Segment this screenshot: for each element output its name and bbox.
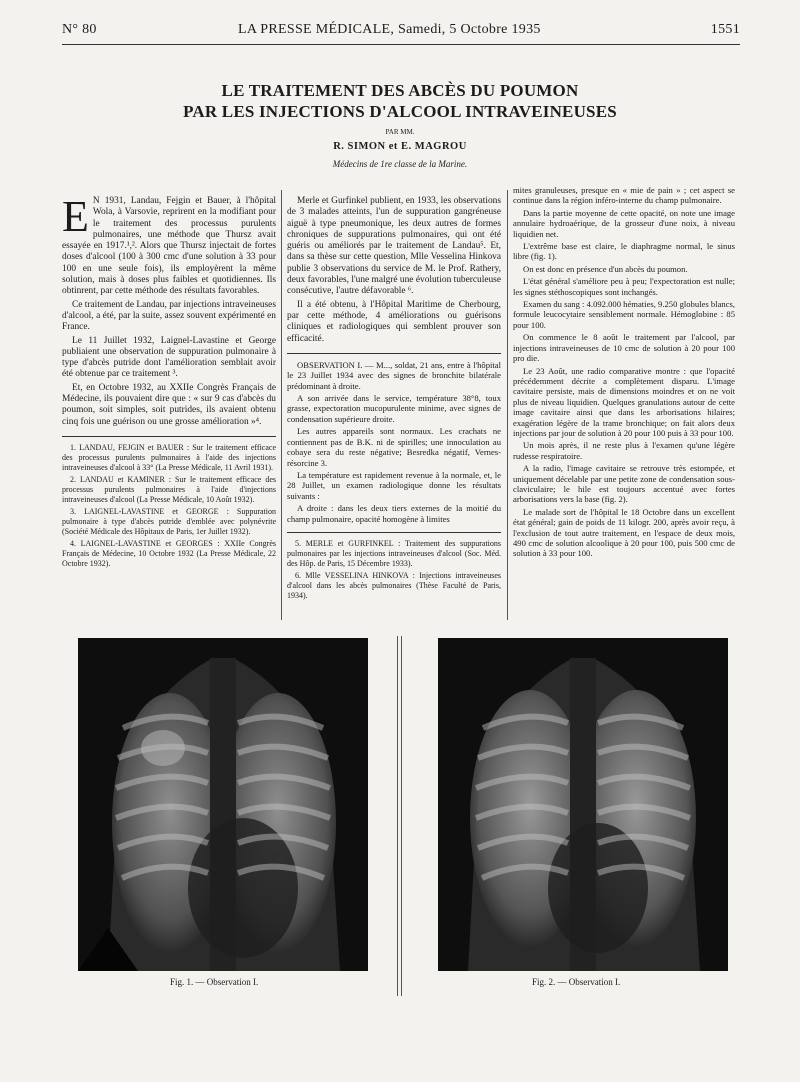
paragraph: Merle et Gurfinkel publient, en 1933, les observations de 3 malades atteints, l'un de suppuration gangréneuse aiguë à type pneumonique, les deux autres de formes chroniques de suppurations pulmonaires, qui ont été guéris ou améliorés par le traitement de Landau⁵. Et, dans sa thèse sur cette question, Mlle Vesselina Hinkova publie 3 observations du service de M. le Prof. Rathery, deux favorables, l'une malgré une évolution tuberculeuse consécutive, l'autre défavorable ⁶. bbox=[287, 196, 501, 297]
paragraph-text: N 1931, Landau, Fejgin et Bauer, à l'hôpital Wola, à Varsovie, reprirent en la modifiant pour le traitement des processus purulents pulmonaires, une méthode que Thursz avait essayée en 1917.¹,². Alors que Thursz injectait de fortes doses d'alcool (100 à 300 cmc d'une solution à 33 pour 100 en une seule fois), ils employèrent la même solution, mais à doses plus faibles et quotidiennes. Ils obtinrent, par cette méthode des résultats favorables. bbox=[62, 196, 276, 297]
column-1 bbox=[62, 192, 276, 571]
paragraph: OBSERVATION I. — M..., soldat, 21 ans, entre à l'hôpital le 23 Juillet 1934 avec des signes de bronchite bilatérale prédominant à droite. bbox=[287, 359, 501, 391]
paragraph: La température est rapidement revenue à la normale, et, le 28 Juillet, un examen radiologique donne les résultats suivants : bbox=[287, 469, 501, 501]
xray-figure-1 bbox=[78, 638, 368, 971]
footnotes bbox=[287, 539, 501, 601]
paragraph: Les autres appareils sont normaux. Les crachats ne contiennent pas de B.K. ni de spirilles; une innoculation au cobaye sera du reste négative; Besredka négatif, Vernes-résorcine 3. bbox=[287, 426, 501, 468]
title-line-1: LE TRAITEMENT DES ABCÈS DU POUMON bbox=[221, 81, 579, 100]
footnote-rule bbox=[287, 532, 501, 533]
drop-cap: E bbox=[62, 192, 89, 241]
footnote: 1. LANDAU, FEJGIN et BAUER : Sur le traitement efficace des processus purulents pulmonaires à l'aide des injections intraveineuses d'alcool à 33° (La Presse Médicale, 11 Avril 1931). bbox=[62, 442, 276, 472]
paragraph: Ce traitement de Landau, par injections intraveineuses d'alcool, a été, par la suite, assez souvent expérimenté en France. bbox=[62, 299, 276, 333]
paragraph: mites granuleuses, presque en « mie de pain » ; cet aspect se continue dans la région inféro-interne du champ pulmonaire. bbox=[513, 185, 735, 206]
footnote: 2. LANDAU et KAMINER : Sur le traitement efficace des processus purulents pulmonaires à l'aide d'injections intraveineuses d'alcool (La Presse Médicale, 10 Août 1932). bbox=[62, 474, 276, 504]
paragraph: Le 23 Août, une radio comparative montre : que l'opacité précédemment décrite a complètement disparu. L'image cavitaire persiste, mais de dimensions moindres et on ne voit plus de niveau liquidien. Quelques granulations autour de cette image cavitaire ainsi que dans les arborisations hilaires; exagération légère de la trame bronchique; on fait alors deux injections par jour de solution à 20 pour 100 puis à 33 pour 100. bbox=[513, 365, 735, 438]
column-divider bbox=[281, 190, 282, 620]
paragraph: Le malade sort de l'hôpital le 18 Octobre dans un excellent état général; gain de poids de 11 kilogr. 200, après avoir reçu, à l'exclusion de tout autre traitement, en l'espace de deux mois, 490 cmc de solution alcoolique à 20 pour 100, puis 500 cmc de solution à 33 pour 100. bbox=[513, 506, 735, 559]
figure-divider bbox=[401, 636, 402, 996]
title-line-2: PAR LES INJECTIONS D'ALCOOL INTRAVEINEUSES bbox=[183, 102, 617, 121]
column-3 bbox=[513, 185, 735, 561]
issue-number: N° 80 bbox=[62, 22, 97, 37]
paragraph: Dans la partie moyenne de cette opacité, on note une image annulaire hydroaérique, de la grosseur d'une noix, à niveau liquidien net. bbox=[513, 207, 735, 239]
paragraph: On commence le 8 août le traitement par l'alcool, par injections intraveineuses de 10 cmc de solution à 20 pour 100 pro die. bbox=[513, 332, 735, 364]
figure-divider bbox=[397, 636, 398, 996]
paragraph bbox=[62, 192, 276, 298]
column-divider bbox=[507, 190, 508, 620]
paragraph: Il a été obtenu, à l'Hôpital Maritime de Cherbourg, par cette méthode, 4 améliorations ou guérisons cliniques et radiologiques qui semblent prouver son efficacité. bbox=[287, 299, 501, 344]
paragraph: Un mois après, il ne reste plus à l'examen qu'une légère rudesse respiratoire. bbox=[513, 440, 735, 461]
section-rule bbox=[287, 353, 501, 354]
running-header bbox=[62, 22, 740, 44]
paragraph: A droite : dans les deux tiers externes de la moitié du champ pulmonaire, opacité homogène à limites bbox=[287, 503, 501, 524]
journal-title: LA PRESSE MÉDICALE, Samedi, 5 Octobre 1935 bbox=[238, 22, 541, 37]
authors: R. SIMON et E. MAGROU bbox=[333, 141, 467, 152]
figure-1-caption: Fig. 1. — Observation I. bbox=[170, 977, 259, 987]
xray-figure-2 bbox=[438, 638, 728, 971]
page-number: 1551 bbox=[710, 22, 740, 37]
paragraph: A son arrivée dans le service, température 38°8, toux grasse, expectoration mucopurulente minime, avec signes de condensation supérieure droite. bbox=[287, 393, 501, 424]
footnote: 5. MERLE et GURFINKEL : Traitement des suppurations pulmonaires par les injections intraveineuses d'alcool (Soc. Méd. des Hôp. de Paris, 15 Décembre 1933). bbox=[287, 538, 501, 568]
article-title bbox=[0, 80, 800, 122]
footnotes bbox=[62, 443, 276, 569]
paragraph: On est donc en présence d'un abcès du poumon. bbox=[523, 263, 688, 274]
chest-xray-image bbox=[438, 638, 728, 971]
paragraph: Examen du sang : 4.092.000 hématies, 9.250 globules blancs, formule leucocytaire sensiblement normale. Hémoglobine : 85 pour 100. bbox=[513, 299, 735, 330]
paragraph: L'état général s'améliore peu à peu; l'expectoration est nulle; les signes stéthoscopiques sont inchangés. bbox=[513, 276, 735, 297]
figure-2-caption: Fig. 2. — Observation I. bbox=[532, 977, 621, 987]
affiliation: Médecins de 1re classe de la Marine. bbox=[332, 159, 468, 169]
paragraph: A la radio, l'image cavitaire se retrouve très estompée, et uniquement décelable par une petite zone de condensation sous-claviculaire; le hile est toujours accentué avec fortes arborisations vers la base (fig. 2). bbox=[513, 463, 735, 505]
footnote-rule bbox=[62, 436, 276, 437]
observation bbox=[287, 360, 501, 524]
footnote: 6. Mlle VESSELINA HINKOVA : Injections intraveineuses d'alcool dans les abcès pulmonaires (Thèse Faculté de Paris, 1934). bbox=[287, 570, 501, 600]
footnote: 3. LAIGNEL-LAVASTINE et GEORGE : Suppuration pulmonaire à type d'abcès putride d'emblée avec polynévrite (Société Médicale des Hôpitaux de Paris, 1er Juillet 1932). bbox=[62, 506, 276, 536]
paragraph: Le 11 Juillet 1932, Laignel-Lavastine et George publiaient une observation de suppuration pulmonaire à type d'abcès putride dont l'amélioration semblait avoir été obtenue par ce traitement ³. bbox=[62, 335, 276, 380]
byline-par: PAR MM. bbox=[385, 128, 415, 136]
header-rule bbox=[62, 44, 740, 45]
chest-xray-image bbox=[78, 638, 368, 971]
paragraph: L'extrême base est claire, le diaphragme normal, le sinus libre (fig. 1). bbox=[513, 241, 735, 262]
footnote: 4. LAIGNEL-LAVASTINE et GEORGES : XXIIe Congrès Français de Médecine, 10 Octobre 1932 (La Presse Médicale, 22 Octobre 1932). bbox=[62, 538, 276, 568]
column-2 bbox=[287, 196, 501, 603]
paragraph: Et, en Octobre 1932, au XXIIe Congrès Français de Médecine, ils pouvaient dire que : « sur 9 cas d'abcès du poumon, soit simples, soit putrides, ils avaient obtenu cinq fois une guérison ou une grosse amélioration »⁴. bbox=[62, 382, 276, 427]
